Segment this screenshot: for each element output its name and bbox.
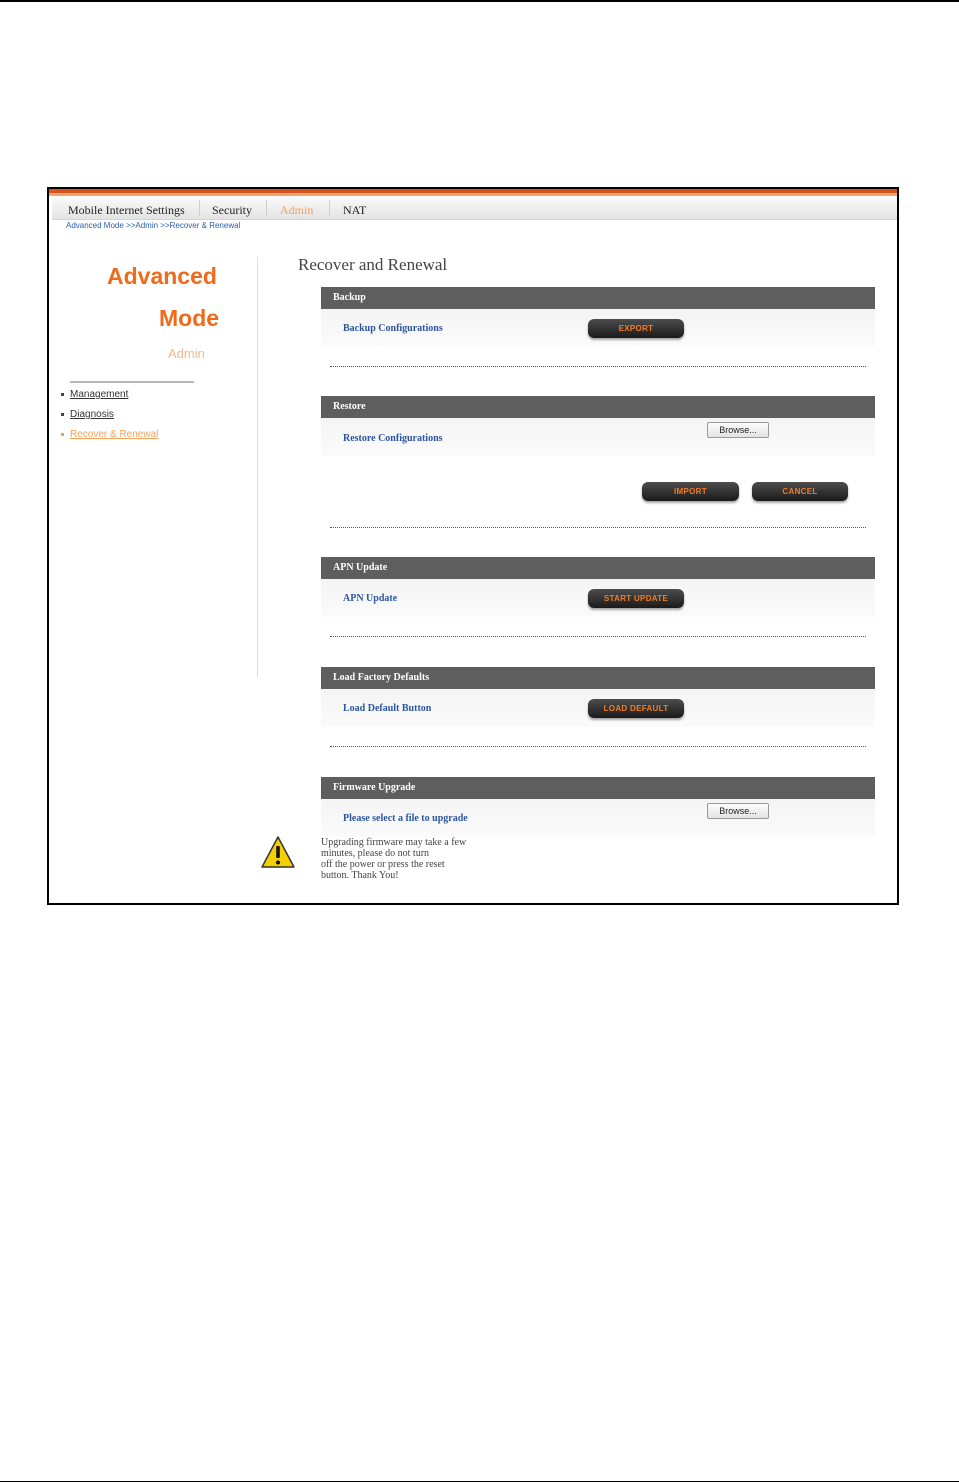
bullet-icon [61,393,64,396]
section-header-apn-update: APN Update [321,557,875,579]
mode-title-advanced: Advanced [107,263,217,289]
cancel-button[interactable]: CANCEL [752,482,848,501]
nav-separator [266,200,267,216]
bullet-icon [61,413,64,416]
start-update-button[interactable]: START UPDATE [588,589,684,608]
backup-row [321,309,875,347]
tab-mobile-internet-settings[interactable]: Mobile Internet Settings [68,203,185,217]
firmware-row [321,799,875,837]
breadcrumb[interactable]: Advanced Mode >>Admin >>Recover & Renewal [66,221,241,230]
warning-line: button. Thank You! [321,870,399,881]
apn-label: APN Update [343,593,398,604]
sidebar-item-management[interactable] [61,389,128,400]
warning-line: minutes, please do not turn [321,848,430,859]
section-divider [330,527,866,528]
sidebar-item-label: Management [70,389,129,400]
load-default-button[interactable]: LOAD DEFAULT [588,699,684,718]
firmware-browse-button[interactable]: Browse... [707,803,769,819]
backup-label: Backup Configurations [343,323,443,334]
sidebar-item-label: Diagnosis [70,409,114,420]
sidebar-divider [70,381,194,383]
factory-row [321,689,875,727]
mode-subtitle: Admin [168,346,205,361]
nav-separator [199,200,200,216]
router-admin-window [47,187,899,905]
tab-admin[interactable]: Admin [280,203,314,217]
section-header-backup: Backup [321,287,875,309]
restore-row [321,418,875,456]
firmware-label: Please select a file to upgrade [343,813,468,824]
import-button[interactable]: IMPORT [642,482,739,501]
sidebar-item-diagnosis[interactable] [61,409,114,420]
export-button[interactable]: EXPORT [588,319,684,338]
section-divider [330,366,866,367]
vertical-divider [257,257,258,677]
mode-title-mode: Mode [159,305,220,331]
sidebar-item-label: Recover & Renewal [70,429,159,440]
factory-label: Load Default Button [343,703,432,714]
page-top-rule [0,0,959,2]
page-title: Recover and Renewal [298,255,448,274]
top-nav [52,196,898,220]
tab-nat[interactable]: NAT [343,203,367,217]
section-header-firmware-upgrade: Firmware Upgrade [321,777,875,799]
tab-security[interactable]: Security [212,203,252,217]
restore-label: Restore Configurations [343,433,443,444]
nav-separator [329,200,330,216]
bullet-icon [61,433,64,436]
section-header-factory-defaults: Load Factory Defaults [321,667,875,689]
sidebar-item-recover-renewal[interactable] [61,429,158,440]
section-divider [330,746,866,747]
warning-icon [260,835,296,869]
apn-row [321,579,875,617]
warning-line: off the power or press the reset [321,859,445,870]
restore-browse-button[interactable]: Browse... [707,422,769,438]
firmware-warning-text [321,837,496,881]
page-bottom-rule [0,1481,959,1482]
section-divider [330,636,866,637]
warning-line: Upgrading firmware may take a few [321,837,467,848]
section-header-restore: Restore [321,396,875,418]
